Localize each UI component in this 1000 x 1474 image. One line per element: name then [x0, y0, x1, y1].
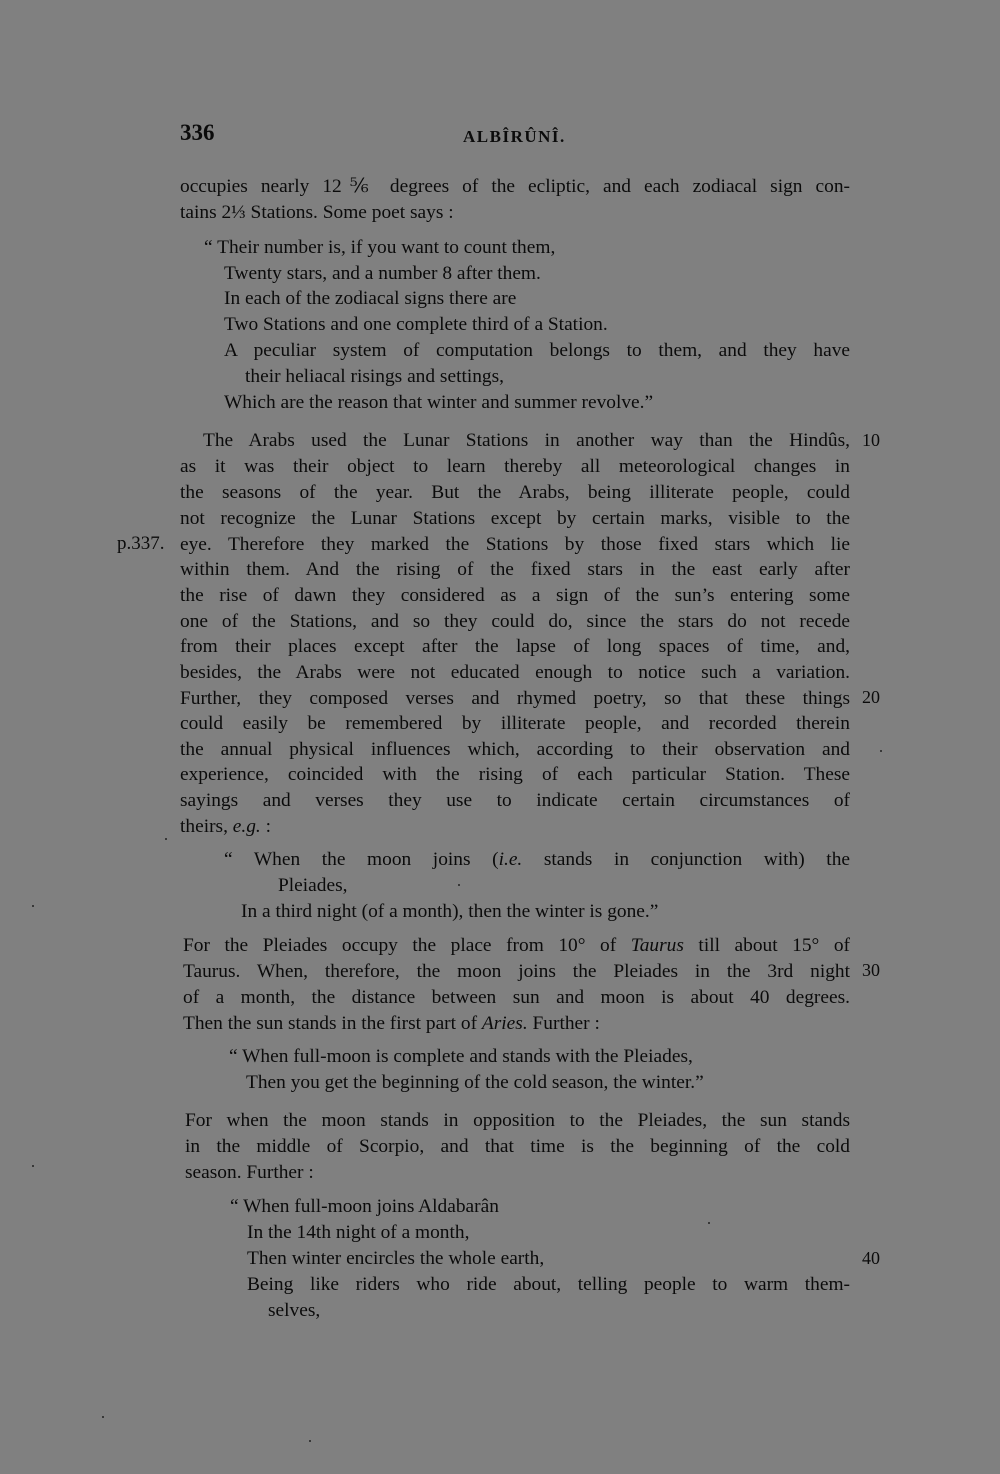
para1-line-12: could easily be remembered by illiterate people, and recorded therein	[180, 713, 850, 734]
scan-speck	[32, 905, 34, 907]
para3-line-3: season. Further :	[185, 1162, 314, 1183]
scan-speck	[32, 1165, 34, 1167]
margin-page-reference: p.337.	[117, 533, 165, 554]
para1-line-4: not recognize the Lunar Stations except by certain marks, visible to the	[180, 508, 850, 529]
poem3-line-2: Then you get the beginning of the cold season, the winter.”	[246, 1072, 704, 1093]
scan-speck	[880, 750, 882, 752]
para1-line-2: as it was their object to learn thereby all meteorological changes in	[180, 456, 850, 477]
margin-line-number-20: 20	[862, 687, 880, 707]
para2-line-3: of a month, the distance between sun and moon is about 40 degrees.	[183, 987, 850, 1008]
poem2-line-1-italic: i.e.	[498, 849, 523, 870]
poem2-line-3: In a third night (of a month), then the winter is gone.”	[241, 901, 659, 922]
para1-line-5: eye. Therefore they marked the Stations by those fixed stars which lie	[180, 534, 850, 555]
para1-line-11: Further, they composed verses and rhymed poetry, so that these things	[180, 688, 850, 709]
para1-line-7: the rise of dawn they considered as a sign of the sun’s entering some	[180, 585, 850, 606]
margin-line-number-30: 30	[862, 960, 880, 980]
para1-line-10: besides, the Arabs were not educated enough to notice such a variation.	[180, 662, 850, 683]
para2-line-1-pre: For the Pleiades occupy the place from 10° of	[183, 935, 631, 956]
para2-line-4-post: Further :	[527, 1013, 600, 1034]
poem2-line-1-pre: “ When the moon joins (	[224, 849, 499, 870]
para1-line-1: The Arabs used the Lunar Stations in another way than the Hindûs,	[203, 430, 850, 451]
intro-line-2: tains 2⅓ Stations. Some poet says :	[180, 202, 454, 223]
poem2-line-1-post: stands in conjunction with) the	[522, 849, 850, 870]
para1-line-16-italic: e.g.	[232, 816, 261, 837]
para1-line-16	[180, 814, 271, 840]
poem2-line-1	[224, 847, 850, 873]
para2-line-4-pre: Then the sun stands in the first part of	[183, 1013, 482, 1034]
poem2-line-2: Pleiades,	[278, 875, 348, 896]
poem4-line-3: Then winter encircles the whole earth,	[247, 1248, 545, 1269]
para1-line-3: the seasons of the year. But the Arabs, being illiterate people, could	[180, 482, 850, 503]
scan-speck	[165, 838, 167, 840]
para2-line-1-post: till about 15° of	[683, 935, 850, 956]
scan-speck	[708, 1222, 710, 1224]
poem1-line-3: In each of the zodiacal signs there are	[224, 288, 517, 309]
poem4-line-2: In the 14th night of a month,	[247, 1222, 470, 1243]
margin-line-number-40: 40	[862, 1248, 880, 1268]
scan-speck	[102, 1416, 104, 1418]
intro-line-1: occupies nearly 12⅚ degrees of the ecliptic, and each zodiacal sign con-	[180, 176, 850, 197]
scan-speck	[458, 884, 460, 886]
poem3-line-1: “ When full-moon is complete and stands with the Pleiades,	[229, 1046, 693, 1067]
para1-line-8: one of the Stations, and so they could do, since the stars do not recede	[180, 611, 850, 632]
poem1-line-7: Which are the reason that winter and summer revolve.”	[224, 392, 654, 413]
para2-line-1	[183, 933, 850, 959]
poem1-line-5: A peculiar system of computation belongs to them, and they have	[224, 340, 850, 361]
poem1-line-2: Twenty stars, and a number 8 after them.	[224, 263, 541, 284]
poem1-line-4: Two Stations and one complete third of a Station.	[224, 314, 608, 335]
running-title: ALBÎRÛNÎ.	[463, 127, 566, 146]
para1-line-9: from their places except after the lapse of long spaces of time, and,	[180, 636, 850, 657]
para3-line-1: For when the moon stands in opposition to the Pleiades, the sun stands	[185, 1110, 850, 1131]
para2-line-4	[183, 1011, 600, 1037]
para1-line-15: sayings and verses they use to indicate certain circumstances of	[180, 790, 850, 811]
para2-line-2: Taurus. When, therefore, the moon joins the Pleiades in the 3rd night	[183, 961, 850, 982]
para2-line-1-italic: Taurus	[630, 935, 684, 956]
scan-speck	[309, 1440, 311, 1442]
poem1-line-1: “ Their number is, if you want to count them,	[204, 237, 556, 258]
poem4-line-1: “ When full-moon joins Aldabarân	[230, 1196, 499, 1217]
para1-line-16-suffix: :	[260, 816, 272, 837]
para1-line-14: experience, coincided with the rising of each particular Station. These	[180, 764, 850, 785]
para1-line-13: the annual physical influences which, according to their observation and	[180, 739, 850, 760]
poem1-line-6: their heliacal risings and settings,	[245, 366, 505, 387]
page-number: 336	[180, 120, 215, 145]
poem4-line-4: Being like riders who ride about, telling people to warm them-	[247, 1274, 850, 1295]
poem4-line-5: selves,	[268, 1300, 321, 1321]
para1-line-16-prefix: theirs,	[180, 816, 233, 837]
para1-line-6: within them. And the rising of the fixed stars in the east early after	[180, 559, 850, 580]
para2-line-4-italic: Aries.	[481, 1013, 528, 1034]
margin-line-number-10: 10	[862, 430, 880, 450]
para3-line-2: in the middle of Scorpio, and that time is the beginning of the cold	[185, 1136, 850, 1157]
